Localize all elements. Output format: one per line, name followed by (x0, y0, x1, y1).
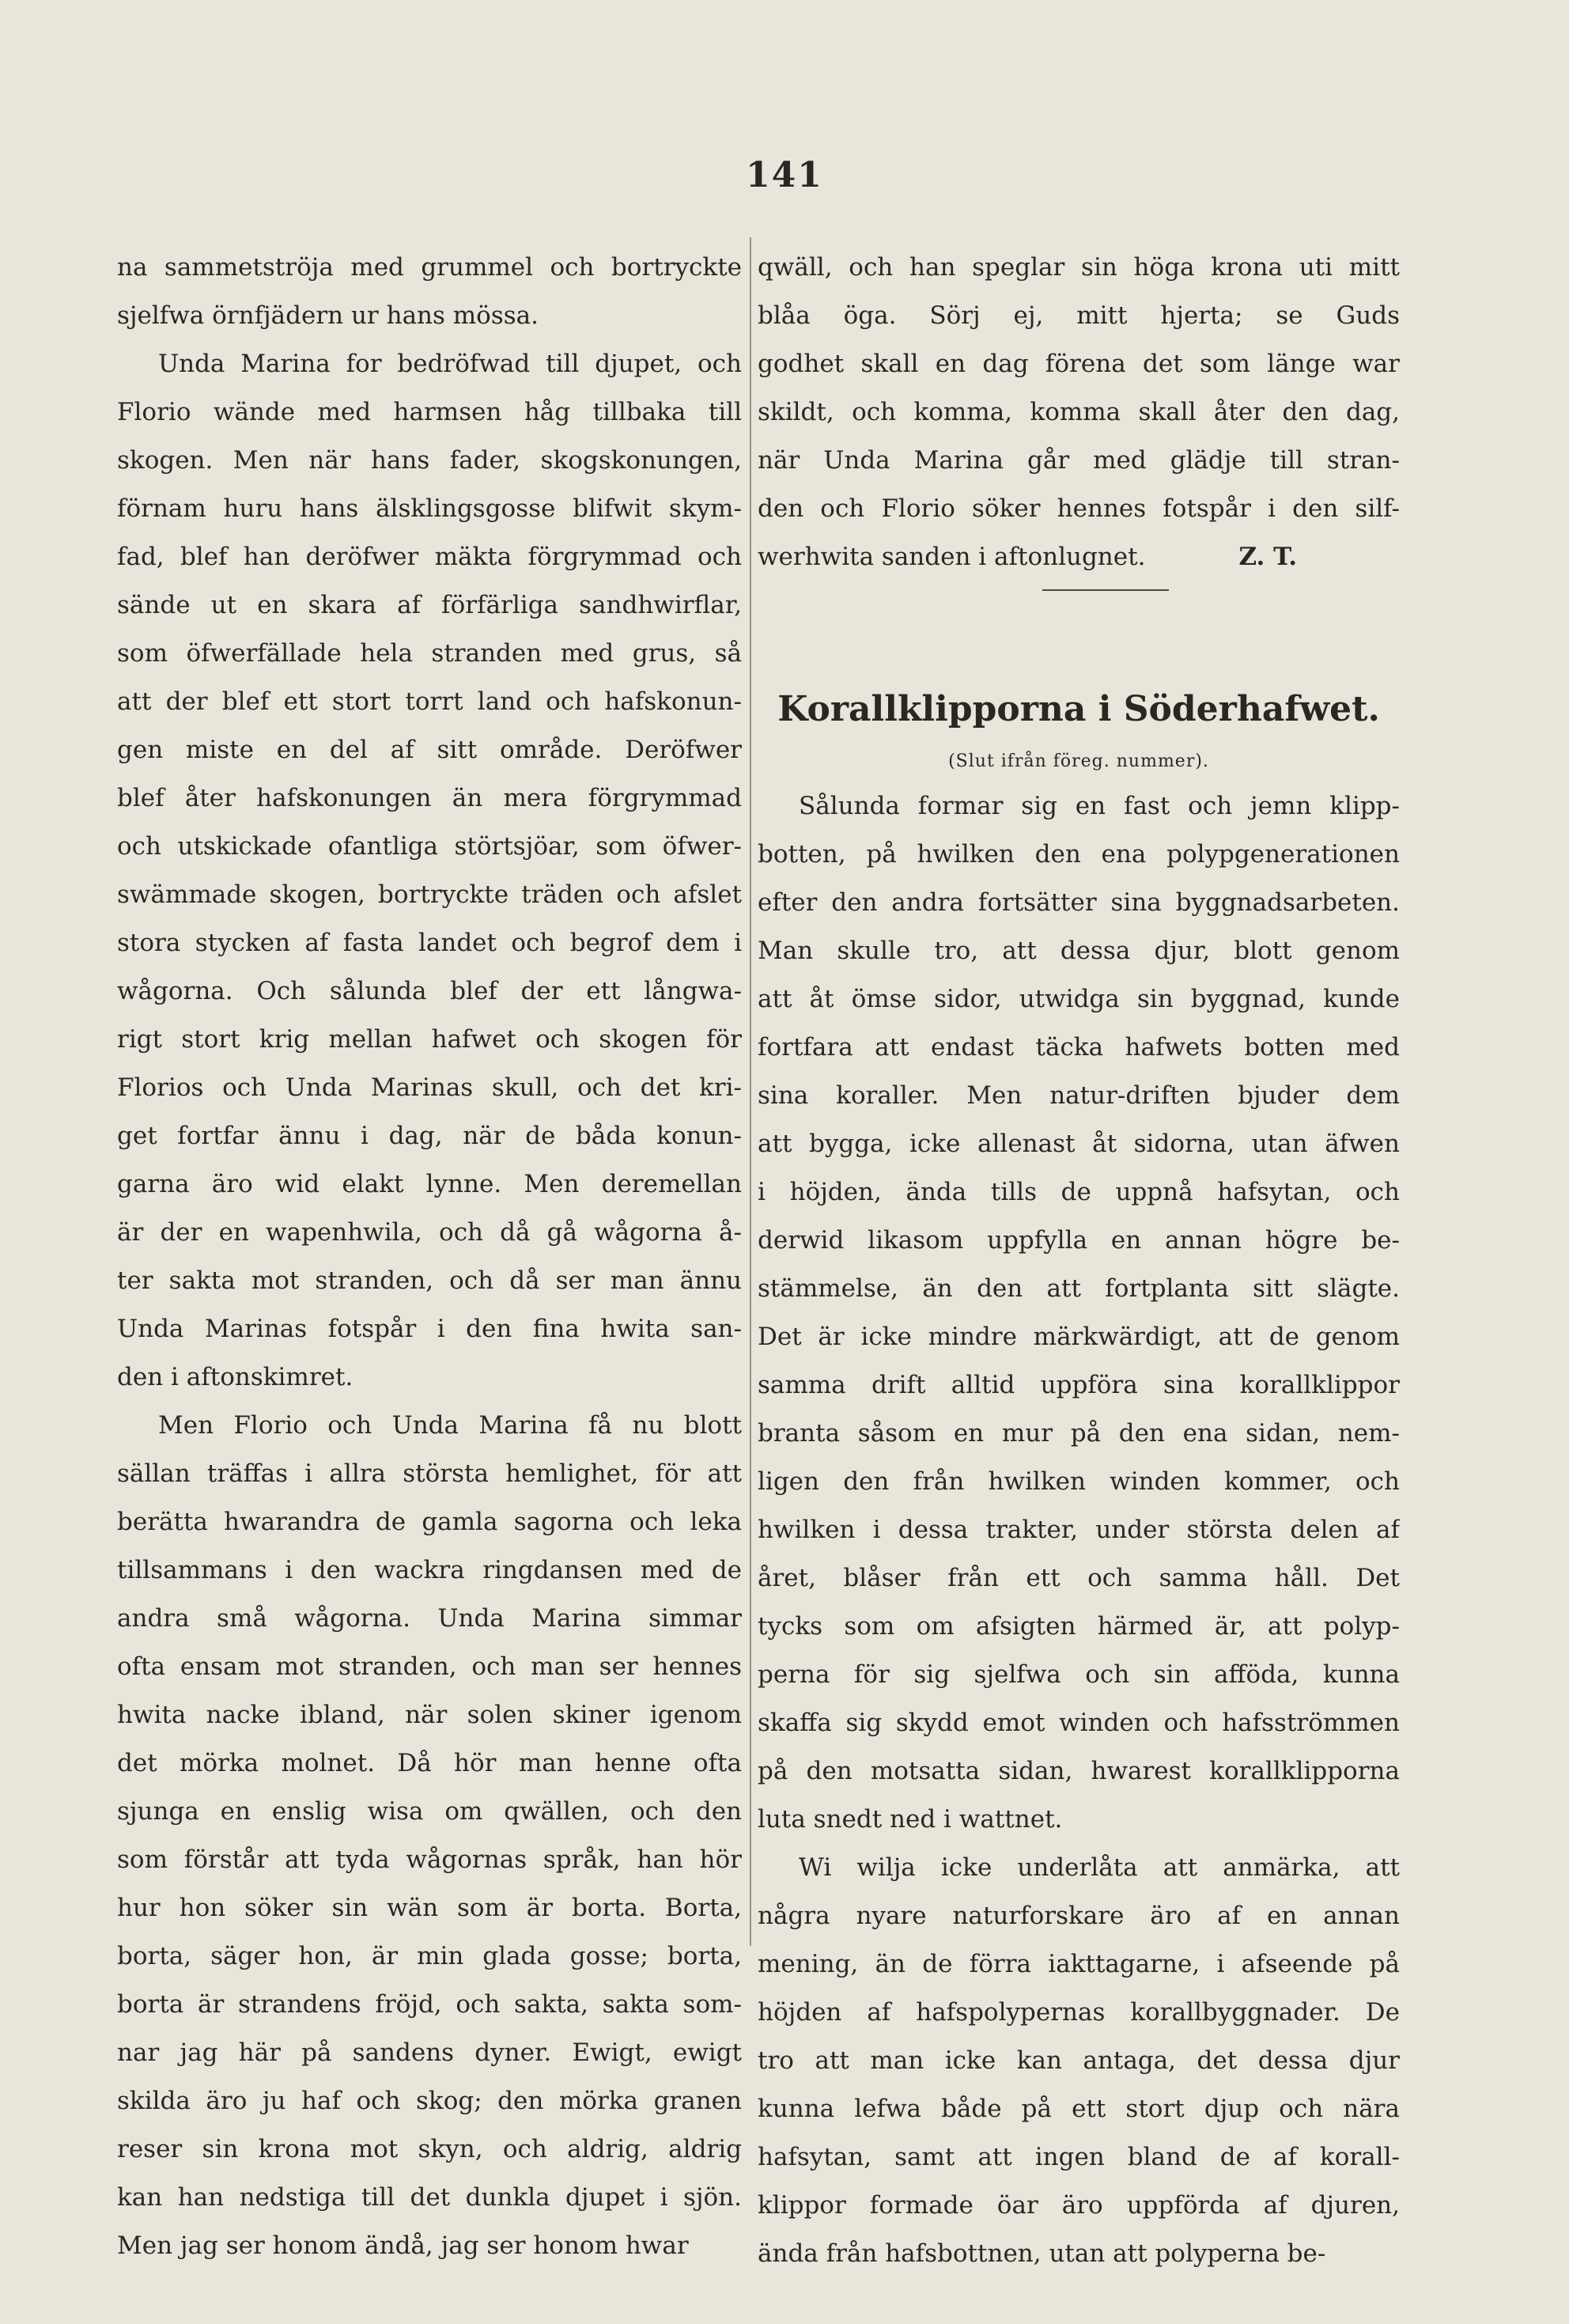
left-column (117, 244, 742, 2270)
text-line: några nyare naturforskare äro af en annan (758, 1902, 1400, 1930)
text-line: swämmade skogen, bortryckte träden och afslet (117, 880, 742, 909)
text-line: Sålunda formar sig en fast och jemn klipp- (799, 792, 1400, 820)
text-line: branta såsom en mur på den ena sidan, nem- (758, 1419, 1400, 1448)
text-line: godhet skall en dag förena det som länge war (758, 350, 1400, 378)
text-line: berätta hwarandra de gamla sagorna och leka (117, 1508, 742, 1536)
text-line: blef åter hafskonungen än mera förgrymmad (117, 784, 742, 812)
text-line: tro att man icke kan antaga, det dessa djur (758, 2046, 1400, 2075)
text-line: är der en wapenhwila, och då gå wågorna å- (117, 1218, 742, 1247)
text-line: reser sin krona mot skyn, och aldrig, aldrig (117, 2135, 742, 2163)
text-line: sällan träffas i allra största hemlighet, för att (117, 1459, 742, 1488)
text-line: Unda Marina for bedröfwad till djupet, och (158, 350, 742, 378)
text-line: att åt ömse sidor, utwidga sin byggnad, kunde (758, 985, 1400, 1013)
text-line: nar jag här på sandens dyner. Ewigt, ewigt (117, 2038, 742, 2067)
text-line: när Unda Marina går med glädje till stran- (758, 446, 1400, 475)
text-line: sjelfwa örnfjädern ur hans mössa. (117, 301, 539, 330)
section-divider (1042, 589, 1169, 591)
text-line: ligen den från hwilken winden kommer, och (758, 1467, 1400, 1496)
section-title: Korallklipporna i Söderhafwet. (777, 689, 1380, 729)
text-line: som öfwerfällade hela stranden med grus, så (117, 639, 742, 668)
text-line: och utskickade ofantliga störtsjöar, som öfwer- (117, 832, 742, 861)
text-line: Men Florio och Unda Marina få nu blott (158, 1411, 742, 1440)
text-line: hwita nacke ibland, när solen skiner igenom (117, 1701, 742, 1729)
text-line: samma drift alltid uppföra sina korallklippor (758, 1371, 1400, 1399)
signature-text: werhwita sanden i aftonlugnet. (758, 543, 1146, 571)
text-line: hafsytan, samt att ingen bland de af korall- (758, 2143, 1400, 2171)
right-column (758, 244, 1400, 2278)
text-line: som förstår att tyda wågornas språk, han hör (117, 1845, 742, 1874)
text-line: derwid likasom uppfylla en annan högre be- (758, 1226, 1400, 1255)
text-line: i höjden, ända tills de uppnå hafsytan, och (758, 1178, 1400, 1206)
text-line: att bygga, icke allenast åt sidorna, utan äfwen (758, 1130, 1400, 1158)
text-line: höjden af hafspolypernas korallbyggnader. De (758, 1998, 1400, 2027)
text-line: kan han nedstiga till det dunkla djupet i sjön. (117, 2183, 742, 2212)
text-line: luta snedt ned i wattnet. (758, 1805, 1063, 1834)
text-line: skildt, och komma, komma skall åter den dag, (758, 398, 1400, 426)
text-line: den och Florio söker hennes fotspår i den silf- (758, 494, 1400, 523)
text-line: Florio wände med harmsen håg tillbaka till (117, 398, 742, 426)
text-line: att der blef ett stort torrt land och hafskonun- (117, 687, 742, 716)
text-line: kunna lefwa både på ett stort djup och nära (758, 2095, 1400, 2123)
text-line: stämmelse, än den att fortplanta sitt slägte. (758, 1274, 1400, 1303)
text-line: wågorna. Och sålunda blef der ett långwa- (117, 977, 742, 1005)
author-initials: Z. T. (1238, 543, 1297, 571)
text-line: efter den andra fortsätter sina byggnadsarbeten. (758, 888, 1400, 917)
text-line: skogen. Men när hans fader, skogskonungen, (117, 446, 742, 475)
text-line: sina koraller. Men natur-driften bjuder dem (758, 1081, 1400, 1110)
text-line: stora stycken af fasta landet och begrof dem i (117, 929, 742, 957)
story-signature-line (758, 533, 1400, 581)
text-line: hwilken i dessa trakter, under största delen af (758, 1516, 1400, 1544)
text-line: get fortfar ännu i dag, när de båda konun- (117, 1122, 742, 1150)
text-line: mening, än de förra iakttagarne, i afseende på (758, 1950, 1400, 1978)
text-line: na sammetströja med grummel och bortryckte (117, 253, 742, 282)
text-line: fortfara att endast täcka hafwets botten med (758, 1033, 1400, 1062)
story-ending (758, 244, 1400, 533)
text-line: borta är strandens fröjd, och sakta, sakta som- (117, 1990, 742, 2019)
text-line: ofta ensam mot stranden, och man ser hennes (117, 1652, 742, 1681)
text-line: sände ut en skara af förfärliga sandhwirflar, (117, 591, 742, 619)
text-line: på den motsatta sidan, hwarest korallklipporna (758, 1757, 1400, 1785)
text-line: Det är icke mindre märkwärdigt, att de genom (758, 1323, 1400, 1351)
text-line: sjunga en enslig wisa om qwällen, och den (117, 1797, 742, 1826)
page-number: 141 (746, 155, 823, 195)
column-divider (750, 237, 751, 1946)
text-line: Unda Marinas fotspår i den fina hwita san- (117, 1315, 742, 1343)
text-line: ända från hafsbottnen, utan att polyperna be- (758, 2239, 1326, 2268)
text-line: det mörka molnet. Då hör man henne ofta (117, 1749, 742, 1777)
text-line: blåa öga. Sörj ej, mitt hjerta; se Guds (758, 301, 1400, 330)
section-body (758, 782, 1400, 2278)
text-line: perna för sig sjelfwa och sin afföda, kunna (758, 1660, 1400, 1689)
text-line: förnam huru hans älsklingsgosse blifwit skym- (117, 494, 742, 523)
text-line: skilda äro ju haf och skog; den mörka granen (117, 2087, 742, 2115)
text-line: andra små wågorna. Unda Marina simmar (117, 1604, 742, 1633)
text-line: klippor formade öar äro uppförda af djuren, (758, 2191, 1400, 2220)
text-line: Wi wilja icke underlåta att anmärka, att (799, 1853, 1400, 1882)
text-line: året, blåser från ett och samma håll. Det (758, 1564, 1400, 1592)
text-line: qwäll, och han speglar sin höga krona uti mitt (758, 253, 1400, 282)
section-subtitle: (Slut ifrån föreg. nummer). (948, 751, 1209, 771)
text-line: fad, blef han deröfwer mäkta förgrymmad och (117, 543, 742, 571)
text-line: tycks som om afsigten härmed är, att polyp- (758, 1612, 1400, 1641)
text-line: skaffa sig skydd emot winden och hafsströmmen (758, 1709, 1400, 1737)
text-line: Men jag ser honom ändå, jag ser honom hwar (117, 2231, 689, 2260)
text-line: rigt stort krig mellan hafwet och skogen för (117, 1025, 742, 1054)
text-line: ter sakta mot stranden, och då ser man ännu (117, 1266, 742, 1295)
text-line: garna äro wid elakt lynne. Men deremellan (117, 1170, 742, 1198)
text-line: den i aftonskimret. (117, 1363, 353, 1391)
text-line: botten, på hwilken den ena polypgenerationen (758, 840, 1400, 869)
text-line: Florios och Unda Marinas skull, och det kri- (117, 1073, 742, 1102)
text-line: Man skulle tro, att dessa djur, blott genom (758, 937, 1400, 965)
text-line: hur hon söker sin wän som är borta. Borta, (117, 1894, 742, 1922)
text-line: borta, säger hon, är min glada gosse; borta, (117, 1942, 742, 1970)
text-line: gen miste en del af sitt område. Deröfwer (117, 736, 742, 764)
text-line: tillsammans i den wackra ringdansen med de (117, 1556, 742, 1584)
